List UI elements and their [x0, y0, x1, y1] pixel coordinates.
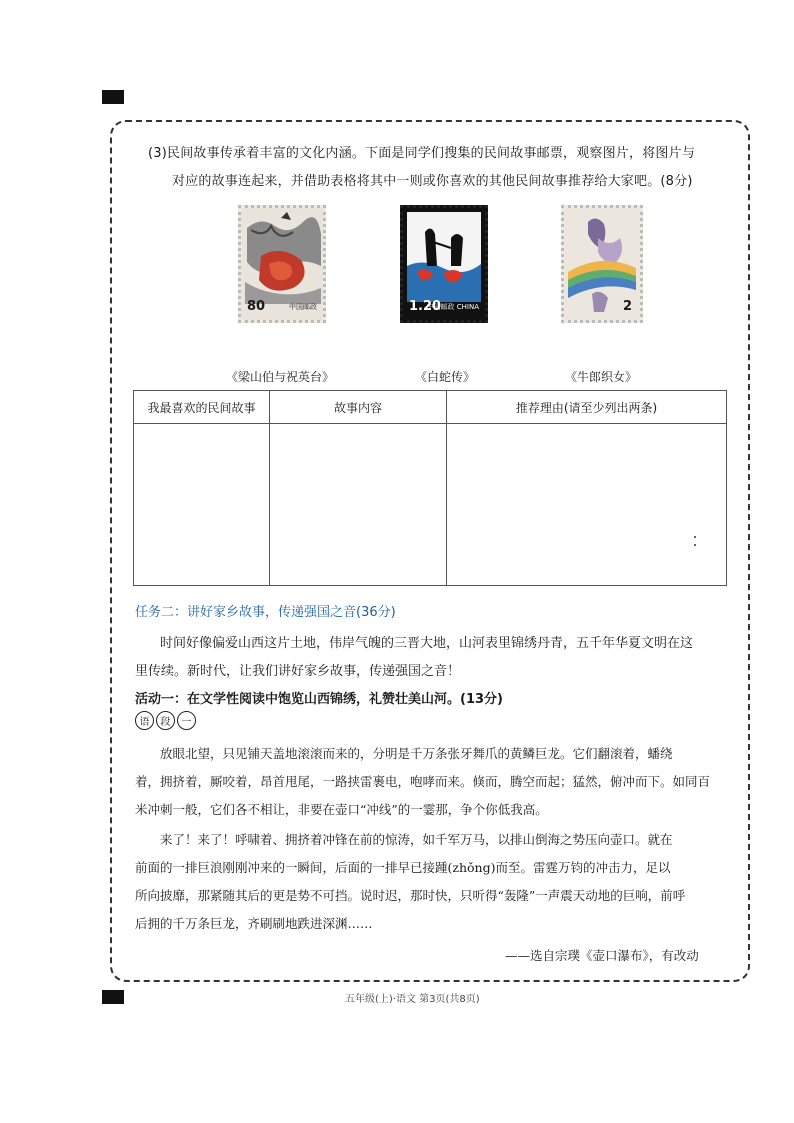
activity1-title: 活动一：在文学性阅读中饱览山西锦绣，礼赞壮美山河。(13分) — [135, 692, 503, 707]
question3-line1: (3)民间故事传承着丰富的文化内涵。下面是同学们搜集的民间故事邮票，观察图片，将图片与 — [148, 146, 696, 161]
passage-source: ——选自宗璞《壶口瀑布》，有改动 — [505, 948, 699, 963]
stamp-baishe-price: 1.20 — [409, 299, 442, 314]
passage-p2-line2: 前面的一排巨浪刚刚冲来的一瞬间，后面的一排早已接踵(zhǒng)而至。雷霆万钧的冲击力，足以 — [135, 860, 671, 875]
page-footer: 五年级(上)·语文 第3页(共8页) — [345, 994, 480, 1005]
stamp-niulang — [561, 205, 643, 323]
passage-p2-line3: 所向披靡，那紧随其后的更是势不可挡。说时迟，那时快，只听得“轰隆”一声震天动地的巨响，前呼 — [135, 888, 686, 903]
stamp-baishe — [400, 205, 488, 323]
table-header-row — [134, 391, 727, 424]
caption-liangzhu: 《梁山伯与祝英台》 — [226, 370, 335, 384]
stamp-liangzhu — [238, 205, 326, 323]
task2-title: 任务二：讲好家乡故事，传递强国之音(36分) — [135, 605, 396, 620]
table-header-reason: 推荐理由(请至少列出两条) — [447, 391, 727, 424]
passage-p2-line4: 后拥的千万条巨龙，齐刷刷地跌进深渊…… — [135, 916, 373, 931]
passage-p1-line1: 放眼北望，只见铺天盖地滚滚而来的，分明是千万条张牙舞爪的黄鳞巨龙。它们翻滚着，蟠绕 — [160, 746, 673, 761]
stamp-baishe-image — [403, 208, 485, 308]
passage-p1-line2: 着，拥挤着，厮咬着，昂首甩尾，一路挟雷裹电，咆哮而来。倏而，腾空而起；猛然，俯冲而下。如同百 — [135, 774, 711, 789]
task2-intro-line2: 里传续。新时代，让我们讲好家乡故事，传递强国之音！ — [135, 664, 461, 679]
table-answer-row — [134, 424, 727, 586]
table-header-story: 我最喜欢的民间故事 — [134, 391, 270, 424]
badge-char: 段 — [156, 711, 175, 730]
caption-baishe: 《白蛇传》 — [415, 370, 476, 384]
caption-niulang: 《牛郎织女》 — [565, 370, 638, 384]
corner-mark-top — [102, 90, 124, 104]
stray-dot — [694, 536, 696, 538]
question3-line2: 对应的故事连起来，并借助表格将其中一则或你喜欢的其他民间故事推荐给大家吧。(8分) — [172, 174, 693, 189]
table-header-content: 故事内容 — [270, 391, 447, 424]
badge-char: 语 — [135, 711, 154, 730]
stamp-liangzhu-price: 80 — [247, 299, 266, 314]
badge-char: 一 — [177, 711, 196, 730]
recommendation-table — [133, 390, 727, 586]
stamp-niulang-price: 2 — [622, 299, 632, 314]
table-cell-content[interactable] — [270, 424, 447, 586]
passage-badge — [135, 711, 196, 730]
corner-mark-bottom — [102, 990, 124, 1004]
stamp-liangzhu-country: 中国邮政 — [289, 303, 317, 311]
table-cell-story[interactable] — [134, 424, 270, 586]
stray-dot — [694, 544, 696, 546]
passage-p2-line1: 来了！来了！呼啸着、拥挤着冲锋在前的惊涛，如千军万马，以排山倒海之势压向壶口。就在 — [160, 832, 673, 847]
table-cell-reason[interactable] — [447, 424, 727, 586]
passage-p1-line3: 米冲刺一般，它们各不相让，非要在壶口“冲线”的一霎那，争个你低我高。 — [135, 802, 548, 817]
stamp-baishe-country: 中国邮政 CHINA — [426, 303, 479, 311]
task2-intro-line1: 时间好像偏爱山西这片土地，伟岸气魄的三晋大地，山河表里锦绣丹青，五千年华夏文明在这 — [160, 636, 694, 651]
